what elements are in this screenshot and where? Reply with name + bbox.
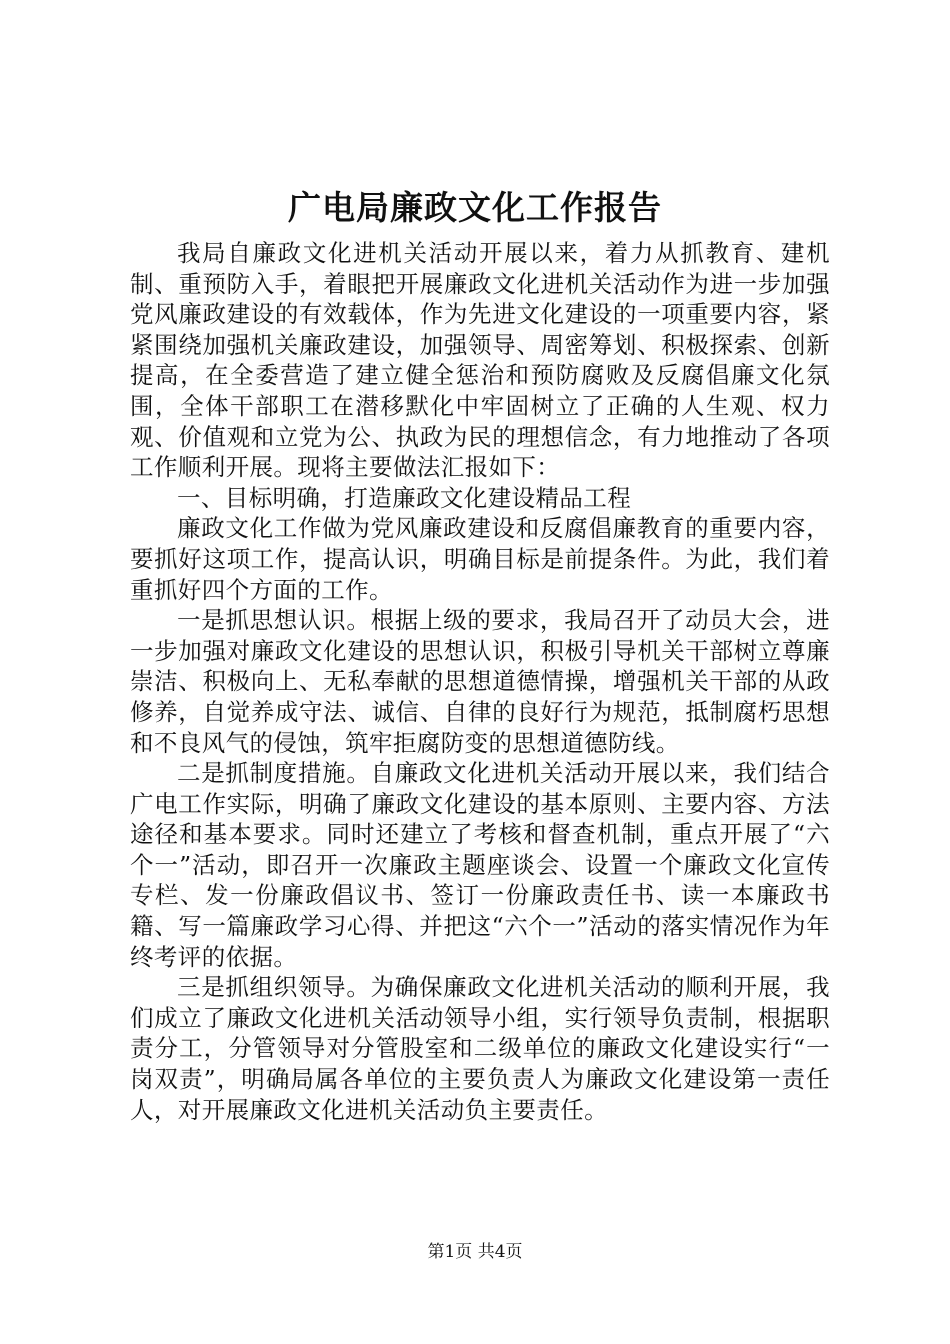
section-heading-1: 一、目标明确，打造廉政文化建设精品工程 bbox=[177, 483, 632, 512]
paragraph-intro: 我局自廉政文化进机关活动开展以来，着力从抓教育、建机制、重预防入手，着眼把开展廉政文化进机关活动作为进一步加强党风廉政建设的有效载体，作为先进文化建设的一项重要内容，紧紧围绕加强机关廉政建设，加强领导、周密筹划、积极探索、创新提高，在全委营造了建立健全惩治和预防腐败及反腐倡廉文化氛围，全体干部职工在潜移默化中牢固树立了正确的人生观、权力观、价值观和立党为公、执政为民的理想信念，有力地推动了各项工作顺利开展。现将主要做法汇报如下： bbox=[130, 239, 830, 482]
paragraph-section-intro: 廉政文化工作做为党风廉政建设和反腐倡廉教育的重要内容，要抓好这项工作，提高认识，明确目标是前提条件。为此，我们着重抓好四个方面的工作。 bbox=[130, 514, 830, 604]
page-number-footer: 第1页 共4页 bbox=[427, 1242, 523, 1262]
paragraph-system: 二是抓制度措施。自廉政文化进机关活动开展以来，我们结合广电工作实际，明确了廉政文化建设的基本原则、主要内容、方法途径和基本要求。同时还建立了考核和督查机制，重点开展了“六个一”活动，即召开一次廉政主题座谈会、设置一个廉政文化宣传专栏、发一份廉政倡议书、签订一份廉政责任书、读一本廉政书籍、写一篇廉政学习心得、并把这“六个一”活动的落实情况作为年终考评的依据。 bbox=[130, 759, 830, 971]
document-body bbox=[130, 238, 830, 1125]
paragraph-thought: 一是抓思想认识。根据上级的要求，我局召开了动员大会，进一步加强对廉政文化建设的思想认识，积极引导机关干部树立尊廉崇洁、积极向上、无私奉献的思想道德情操，增强机关干部的从政修养，自觉养成守法、诚信、自律的良好行为规范，抵制腐朽思想和不良风气的侵蚀，筑牢拒腐防变的思想道德防线。 bbox=[130, 606, 830, 757]
paragraph-leadership: 三是抓组织领导。为确保廉政文化进机关活动的顺利开展，我们成立了廉政文化进机关活动领导小组，实行领导负责制，根据职责分工，分管领导对分管股室和二级单位的廉政文化建设实行“一岗双责”，明确局属各单位的主要负责人为廉政文化建设第一责任人，对开展廉政文化进机关活动负主要责任。 bbox=[130, 973, 830, 1124]
document-title: 广电局廉政文化工作报告 bbox=[288, 188, 662, 227]
